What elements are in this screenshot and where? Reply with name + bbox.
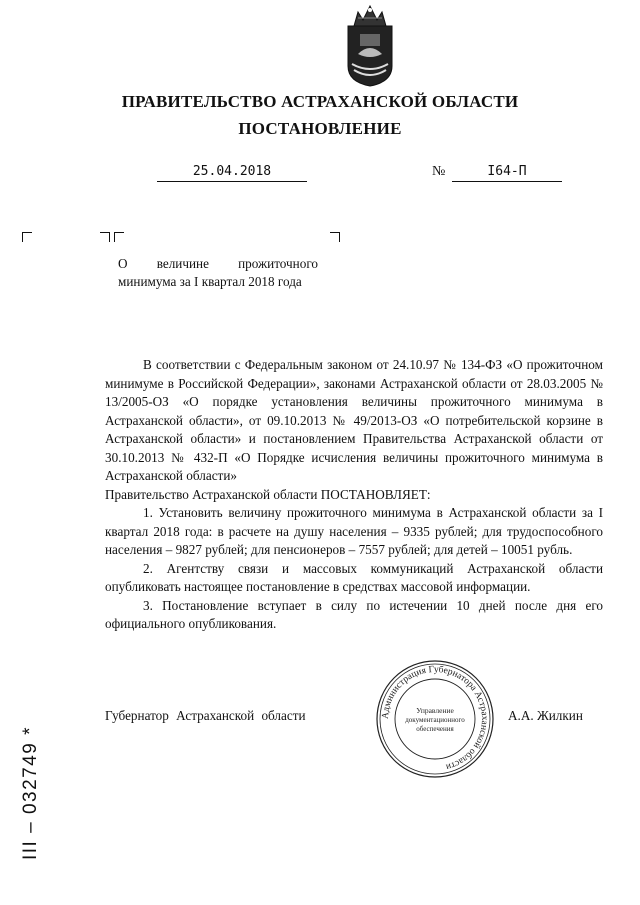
signatory-name: А.А. Жилкин	[508, 708, 583, 723]
stamp-center-line-1: Управление	[416, 706, 454, 715]
stamp-center-line-2: документационного	[405, 716, 465, 724]
stamp-ring-text: Администрация Губернатора Астраханской области	[380, 664, 490, 772]
item-3-paragraph: 3. Постановление вступает в силу по истечении 10 дней после дня его официального опубликования.	[105, 597, 603, 631]
document-number: I64-П	[452, 164, 562, 182]
corner-mark-mid-left	[114, 232, 124, 242]
corner-mark-right	[330, 232, 340, 242]
corner-mark-mid-right	[100, 232, 110, 242]
organization-title: ПРАВИТЕЛЬСТВО АСТРАХАНСКОЙ ОБЛАСТИ	[121, 92, 519, 111]
document-subject: О величине прожиточного минимума за I квартал 2018 года	[118, 256, 318, 289]
preamble-paragraph: В соответствии с Федеральным законом от 24.10.97 № 134-ФЗ «О прожиточном минимуме в Российской Федерации», законами Астраханской области от 28.03.2005 № 13/2005-ОЗ «О порядке установления величины прожиточного минимума в Астраханской области», от 09.10.2013 № 49/2013-ОЗ «О потребительской корзине в Астраханской области» и постановлением Правительства Астраханской области от 30.10.2013 № 432-П «О Порядке исчисления величины прожиточного минимума в Астраханской области»	[105, 357, 603, 483]
official-stamp	[374, 658, 496, 780]
signatory-title: Губернатор Астраханской области	[105, 708, 306, 723]
document-type: ПОСТАНОВЛЕНИЕ	[238, 119, 402, 138]
form-serial-code: III – 032749 *	[20, 725, 41, 860]
item-1-paragraph: 1. Установить величину прожиточного минимума в Астраханской области за I квартал 2018 года: в расчете на душу населения – 9335 рублей; для трудоспособного населения – 9827 рублей; для пенсионеров – 7557 рублей; для детей – 10051 рубль.	[105, 505, 603, 557]
document-date: 25.04.2018	[157, 164, 307, 182]
coat-of-arms-emblem	[344, 4, 396, 88]
document-body	[105, 356, 603, 634]
number-sign: №	[432, 164, 446, 179]
corner-mark-left	[22, 232, 32, 242]
decree-line: Правительство Астраханской области ПОСТАНОВЛЯЕТ:	[105, 486, 431, 502]
item-2-paragraph: 2. Агентству связи и массовых коммуникаций Астраханской области опубликовать настоящее постановление в средствах массовой информации.	[105, 560, 603, 594]
stamp-center-line-3: обеспечения	[416, 725, 454, 733]
